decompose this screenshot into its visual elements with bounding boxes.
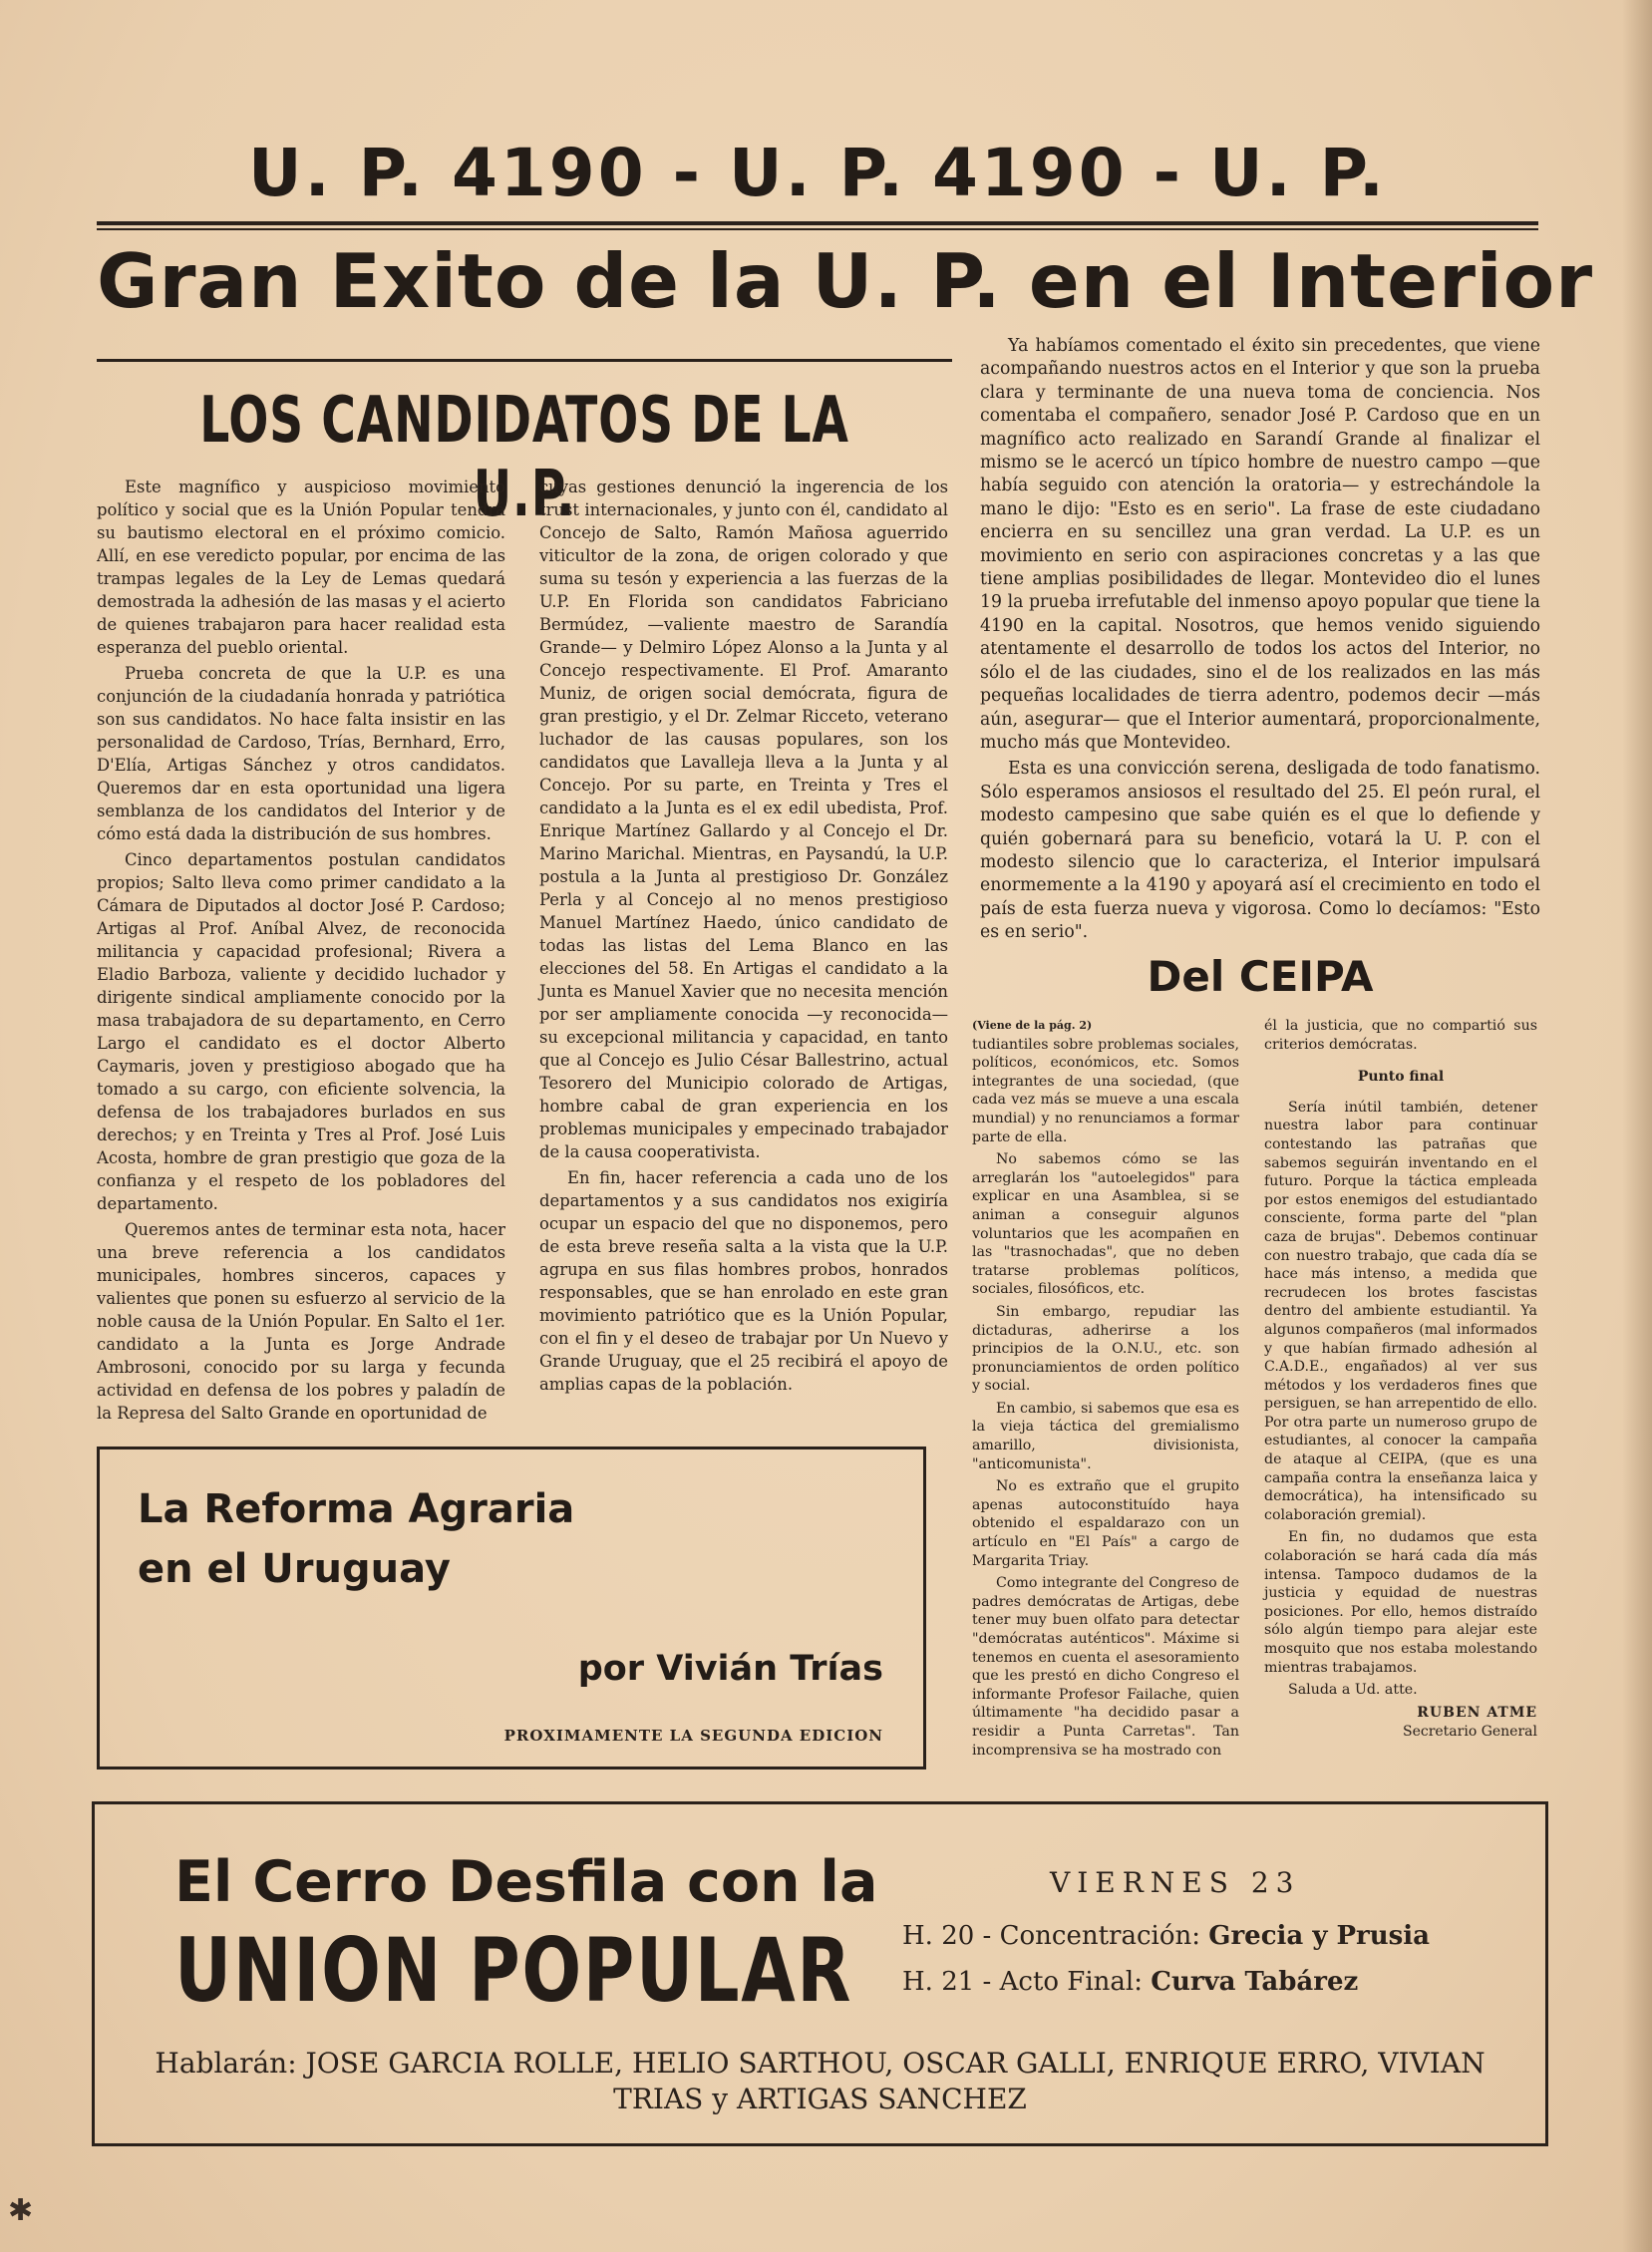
closing: Saluda a Ud. atte. — [1288, 1682, 1418, 1699]
edition-note: PROXIMAMENTE LA SEGUNDA EDICION — [503, 1727, 883, 1745]
rally-advertisement — [92, 1801, 1548, 2146]
schedule-place: Grecia y Prusia — [1208, 1921, 1430, 1951]
paragraph: En fin, no dudamos que esta colaboración se hará cada día más intensa. Tampoco dudamos de la justicia y equidad de nuestras posiciones. Por ello, hemos distraído sólo algún tiempo para alejar este mosquito que nos estaba molestando mientras trabajamos. — [1264, 1529, 1537, 1676]
schedule-time: H. 21 - Acto Final: — [902, 1967, 1143, 1997]
ceipa-column-1 — [972, 1017, 1239, 1764]
paragraph: Queremos antes de terminar esta nota, hacer una breve referencia a los candidatos municipales, hombres sinceros, capaces y valientes que ponen su esfuerzo al servicio de la noble causa de la Unión Popular. En Salto el 1er. candidato a la Junta es Jorge Andrade Ambrosoni, conocido por su larga y fecunda actividad en defensa de los pobres y paladín de la Represa del Salto Grande en oportunidad de — [97, 1220, 505, 1423]
rally-party-name: UNION POPULAR — [174, 1919, 853, 2022]
paragraph: tudiantiles sobre problemas sociales, políticos, económicos, etc. Somos integrantes de una sociedad, (que cada vez más se mueve a una escala mundial) y no renunciamos a formar parte de ella. — [972, 1036, 1239, 1145]
ceipa-title: Del CEIPA — [1147, 952, 1374, 1001]
speakers-list — [95, 2046, 1545, 2117]
schedule-item — [902, 1921, 1430, 1951]
book-advertisement — [97, 1447, 926, 1769]
paragraph: Esta es una convicción serena, desligada de todo fanatismo. Sólo esperamos ansiosos el resultado del 25. El peón rural, el modesto campesino que sabe quién es el que lo defiende y quién gobernará para su beneficio, votará la U. P. con el modesto silencio que lo caracteriza, el Interior impulsará enormemente a la 4190 y apoyará así el crecimiento en todo el país de esta fuerza nueva y vigorosa. Como lo decíamos: "Esto es en serio". — [980, 759, 1540, 943]
speakers-line: Hablarán: JOSE GARCIA ROLLE, HELIO SARTHOU, OSCAR GALLI, ENRIQUE ERRO, VIVIAN — [155, 2047, 1486, 2080]
paragraph: Este magnífico y auspicioso movimiento político y social que es la Unión Popular tendrá su bautismo electoral en el próximo comicio. Allí, en ese veredicto popular, por encima de las trampas legales de la Ley de Lemas quedará demostrada la adhesión de las masas y el acierto de quienes trabajaron para hacer realidad esta esperanza del pueblo oriental. — [97, 478, 505, 657]
schedule-time: H. 20 - Concentración: — [902, 1921, 1200, 1951]
candidatos-column-1 — [97, 476, 505, 1428]
rally-day: VIERNES 23 — [1050, 1866, 1301, 1899]
interior-column — [980, 335, 1540, 948]
ceipa-column-2 — [1264, 1017, 1537, 1742]
paragraph: En fin, hacer referencia a cada uno de los departamentos y a sus candidatos nos exigiría ocupar un espacio del que no disponemos, pero de esta breve reseña salta a la vista que la U.P. agrupa en sus filas hombres probos, honrados responsables, que se han enrolado en este gran movimiento patriótico que es la Unión Popular, con el fin y el deseo de trabajar por Un Nuevo y Grande Uruguay, que el 25 recibirá el apoyo de amplias capas de la población. — [539, 1168, 948, 1394]
page-edge-shadow — [1622, 0, 1652, 2252]
paragraph: Ya habíamos comentado el éxito sin precedentes, que viene acompañando nuestros actos en el Interior y que son la prueba clara y terminante de una nueva toma de conciencia. Nos comentaba el compañero, senador José P. Cardoso que en un magnífico acto realizado en Sarandí Grande al finalizar el mismo se le acercó un típico hombre de nuestro campo —que había seguido con atención la oratoria— y estrechándole la mano le dijo: "Esto es en serio". La frase de este ciudadano encierra en su sencillez una gran verdad. La U.P. es un movimiento en serio con aspiraciones concretas y a las que tiene amplias posibilidades de llegar. Montevideo dio el lunes 19 la prueba irrefutable del inmenso apoyo popular que tiene la 4190 en la capital. Nosotros, que hemos venido siguiendo atentamente el desarrollo de todos los actos del Interior, no sólo el de las ciudades, sino el de los realizados en las más pequeñas localidades de tierra adentro, podemos decir —más aún, asegurar— que el Interior aumentará, proporcionalmente, mucho más que Montevideo. — [980, 336, 1540, 753]
candidatos-title: LOS CANDIDATOS DE LA U.P. — [199, 384, 849, 531]
schedule-place: Curva Tabárez — [1151, 1967, 1359, 1997]
masthead: U. P. 4190 - U. P. 4190 - U. P. — [248, 135, 1387, 211]
divider-rule — [97, 228, 1538, 230]
headline: Gran Exito de la U. P. en el Interior — [97, 237, 1594, 325]
paragraph: cuyas gestiones denunció la ingerencia de los trust internacionales, y junto con él, candidato al Concejo de Salto, Ramón Mañosa aguerrido viticultor de la zona, de origen colorado y que suma su tesón y experiencia a las fuerzas de la U.P. En Florida son candidatos Fabriciano Bermúdez, —valiente maestro de Sarandía Grande— y Delmiro López Alonso a la Junta y al Concejo respectivamente. El Prof. Amaranto Muniz, de origen social demócrata, figura de gran prestigio, y el Dr. Zelmar Ricceto, veterano luchador de las causas populares, son los candidatos que Lavalleja lleva a la Junta y al Concejo. Por su parte, en Treinta y Tres el candidato a la Junta es el ex edil ubedista, Prof. Enrique Martínez Gallardo y al Concejo el Dr. Marino Marichal. Mientras, en Paysandú, la U.P. postula a la Junta al prestigioso Dr. González Perla y al Concejo al no menos prestigioso Manuel Martínez Haedo, único candidato de todas las listas del Lema Blanco en las elecciones del 58. En Artigas el candidato a la Junta es Manuel Xavier que no necesita mención por ser ampliamente conocida —y reconocida— su excepcional militancia y capacidad, en tanto que al Concejo es Julio César Ballestrino, actual Tesorero del Municipio colorado de Artigas, hombre cabal de gran experiencia en los problemas municipales y empecinado trabajador de la causa cooperativista. — [539, 478, 948, 1161]
speakers-line: TRIAS y ARTIGAS SANCHEZ — [613, 2083, 1027, 2115]
signer-name: RUBEN ATME — [1417, 1704, 1537, 1721]
signature-block — [1264, 1704, 1537, 1742]
paragraph: Sin embargo, repudiar las dictaduras, adherirse a los principios de la O.N.U., etc. son pronunciamientos de orden político y social. — [972, 1303, 1239, 1395]
rally-headline: El Cerro Desfila con la — [174, 1849, 878, 1915]
paragraph: No sabemos cómo se las arreglarán los "autoelegidos" para explicar en una Asamblea, si se animan a conseguir algunos voluntarios que les acompañen en las "trasnochadas", que no deben tratarse problemas políticos, sociales, filosóficos, etc. — [972, 1151, 1239, 1298]
paragraph: Cinco departamentos postulan candidatos propios; Salto lleva como primer candidato a la Cámara de Diputados al doctor José P. Cardoso; Artigas al Prof. Aníbal Alvez, de reconocida militancia y capacidad profesional; Rivera a Eladio Barboza, valiente y decidido luchador y dirigente sindical ampliamente conocido por la masa trabajadora de su departamento, en Cerro Largo el candidato es el doctor Alberto Caymaris, joven y prestigioso abogado que ha tomado a su cargo, con eficiente solvencia, la defensa de los trabajadores burlados en sus derechos; y en Treinta y Tres al Prof. José Luis Acosta, hombre de gran prestigio que goza de la confianza y el respeto de los pobladores del departamento. — [97, 850, 505, 1213]
paragraph: él la justicia, que no compartió sus criterios demócratas. — [1264, 1018, 1537, 1053]
candidatos-column-2 — [539, 476, 948, 1399]
divider-rule — [97, 359, 952, 362]
paragraph: Prueba concreta de que la U.P. es una conjunción de la ciudadanía honrada y patriótica son sus candidatos. No hace falta insistir en las personalidad de Cardoso, Trías, Bernhard, Erro, D'Elía, Artigas Sánchez y otros candidatos. Queremos dar en esta oportunidad una ligera semblanza de los candidatos del Interior y de cómo está dada la distribución de sus hombres. — [97, 664, 505, 843]
schedule-item — [902, 1967, 1358, 1997]
signer-role: Secretario General — [1402, 1723, 1537, 1740]
subheading: Punto final — [1357, 1069, 1445, 1086]
paragraph: En cambio, si sabemos que esa es la vieja táctica del gremialismo amarillo, divisionista, "anticomunista". — [972, 1400, 1239, 1472]
book-author: por Vivián Trías — [577, 1649, 883, 1689]
paragraph: Como integrante del Congreso de padres demócratas de Artigas, debe tener muy buen olfato para detectar "demócratas auténticos". Máxime si tenemos en cuenta el asesoramiento que les prestó en dicho Congreso el informante Profesor Failache, quien últimamente "ha decidido pasar a residir a Punta Carretas". Tan incomprensiva se ha mostrado con — [972, 1575, 1239, 1759]
paragraph: No es extraño que el grupito apenas autoconstituído haya obtenido el espaldarazo con un artículo en "El País" a cargo de Margarita Triay. — [972, 1478, 1239, 1569]
continued-note: (Viene de la pág. 2) — [972, 1019, 1093, 1032]
book-title: La Reforma Agraria en el Uruguay — [138, 1486, 575, 1592]
ink-blot-icon: ✱ — [8, 2193, 34, 2228]
paragraph: Sería inútil también, detener nuestra labor para continuar contestando las patrañas que sabemos seguirán inventando en el futuro. Porque la táctica empleada por estos enemigos del estudiantado consciente, forma parte del "plan caza de brujas". Debemos continuar con nuestro trabajo, que cada día se hace más intenso, a medida que recrudecen los brotes fascistas dentro del ambiente estudiantil. Ya algunos compañeros (mal informados y que habían firmado adhesión al C.A.D.E., engañados) al ver sus métodos y los verdaderos fines que persiguen, se han arrepentido de ello. Por otra parte un numeroso grupo de estudiantes, al conocer la campaña de ataque al CEIPA, (que es una campaña contra la enseñanza laica y democrática), ha intensificado su colaboración gremial). — [1264, 1099, 1537, 1523]
divider-rule — [97, 221, 1538, 225]
